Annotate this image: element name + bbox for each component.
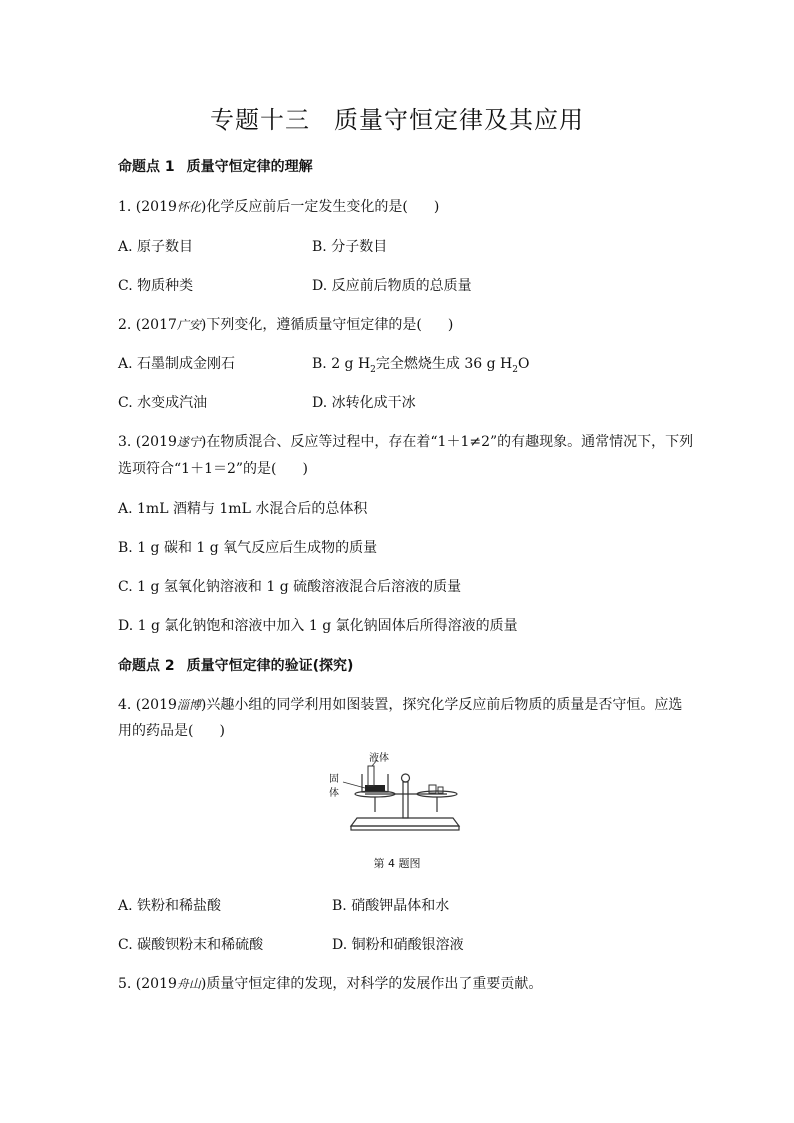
question-source: 舟山	[176, 977, 201, 991]
option-d: D. 1 g 氯化钠饱和溶液中加入 1 g 氯化钠固体后所得溶液的质量	[118, 618, 518, 634]
question-3-stem: 3. (2019遂宁)在物质混合、反应等过程中，存在着“1＋1≠2”的有趣现象。通常情况下，下列	[118, 434, 694, 450]
question-2-stem: 2. (2017广安)下列变化，遵循质量守恒定律的是( )	[118, 317, 454, 333]
option-a: A. 原子数目	[118, 239, 194, 255]
figure-label-liquid: 液体	[369, 753, 389, 764]
question-source: 淄博	[176, 698, 201, 712]
option-b: B. 2 g $H_2$完全燃烧生成 36 g $H_2O$	[312, 356, 530, 375]
section-heading-2	[118, 655, 353, 675]
option-a: A. 1mL 酒精与 1mL 水混合后的总体积	[118, 501, 368, 517]
option-c: C. 物质种类	[118, 278, 194, 294]
option-c: C. 1 g 氢氧化钠溶液和 1 g 硫酸溶液混合后溶液的质量	[118, 579, 462, 595]
question-4-stem: 4. (2019淄博)兴趣小组的同学利用如图装置，探究化学反应前后物质的质量是否守恒。应选	[118, 697, 683, 713]
figure-label-solid-2: 体	[329, 788, 339, 799]
balance-diagram	[325, 752, 475, 840]
question-3-stem-cont: 选项符合“1＋1＝2”的是( )	[118, 461, 308, 477]
section-text: 质量守恒定律的验证(探究)	[186, 658, 354, 674]
figure-caption: 第 4 题图	[373, 857, 421, 870]
option-b: B. 1 g 碳和 1 g 氧气反应后生成物的质量	[118, 540, 378, 556]
option-a: A. 铁粉和稀盐酸	[118, 898, 222, 914]
title-main: 专题十三	[210, 106, 310, 134]
section-heading-1	[118, 156, 313, 176]
question-source: 广安	[176, 318, 201, 332]
option-c: C. 水变成汽油	[118, 395, 208, 411]
option-a: A. 石墨制成金刚石	[118, 356, 236, 372]
question-4-stem-cont: 用的药品是( )	[118, 723, 225, 739]
question-source: 遂宁	[176, 435, 201, 449]
option-d: D. 铜粉和硝酸银溶液	[332, 937, 464, 953]
option-b: B. 分子数目	[312, 239, 388, 255]
question-5-stem: 5. (2019舟山)质量守恒定律的发现，对科学的发展作出了重要贡献。	[118, 976, 543, 992]
figure-label-solid-1: 固	[329, 774, 339, 785]
section-label: 命题点 1	[118, 159, 175, 175]
balance-apparatus-figure	[325, 752, 475, 840]
section-text: 质量守恒定律的理解	[186, 159, 313, 175]
question-1-stem: 1. (2019怀化)化学反应前后一定发生变化的是( )	[118, 199, 440, 215]
option-d: D. 反应前后物质的总质量	[312, 278, 472, 294]
section-label: 命题点 2	[118, 658, 175, 674]
option-d: D. 冰转化成干冰	[312, 395, 416, 411]
option-c: C. 碳酸钡粉末和稀硫酸	[118, 937, 264, 953]
title-sub: 质量守恒定律及其应用	[334, 106, 584, 134]
question-source: 怀化	[176, 200, 201, 214]
option-b: B. 硝酸钾晶体和水	[332, 898, 450, 914]
page-title	[0, 100, 794, 135]
